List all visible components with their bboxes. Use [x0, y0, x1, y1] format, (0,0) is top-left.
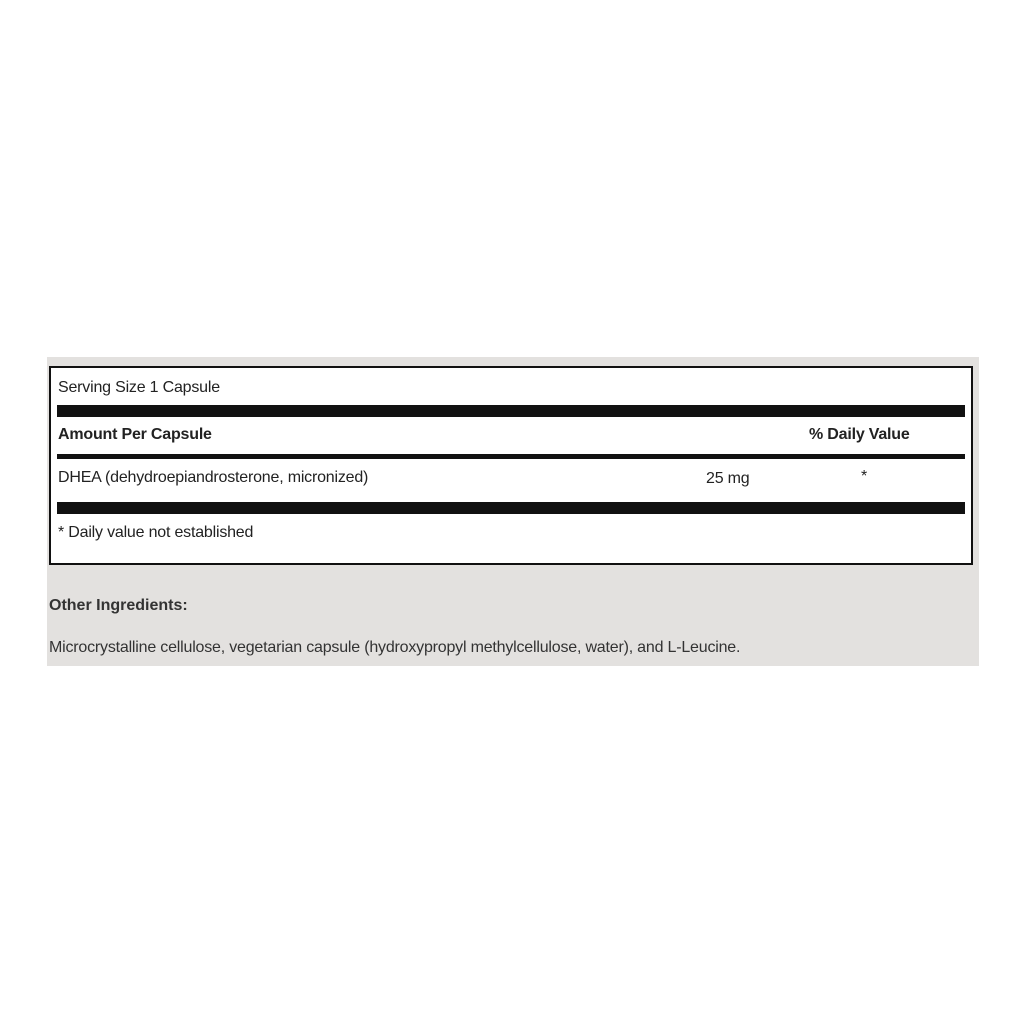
- ingredient-daily-value: *: [861, 468, 868, 485]
- other-ingredients-text: Microcrystalline cellulose, vegetarian capsule (hydroxypropyl methylcellulose, water), and L-Leucine.: [49, 639, 741, 656]
- thick-rule-top: [57, 405, 965, 417]
- medium-rule: [57, 454, 965, 459]
- thick-rule-bottom: [57, 502, 965, 514]
- footnote: * Daily value not established: [58, 524, 254, 541]
- ingredient-amount: 25 mg: [706, 470, 750, 487]
- supplement-facts-table: [49, 366, 973, 565]
- serving-size: Serving Size 1 Capsule: [58, 379, 220, 396]
- daily-value-header: % Daily Value: [809, 426, 910, 443]
- other-ingredients-title: Other Ingredients:: [49, 597, 188, 614]
- ingredient-name: DHEA (dehydroepiandrosterone, micronized): [58, 469, 369, 486]
- amount-per-capsule-header: Amount Per Capsule: [58, 426, 212, 443]
